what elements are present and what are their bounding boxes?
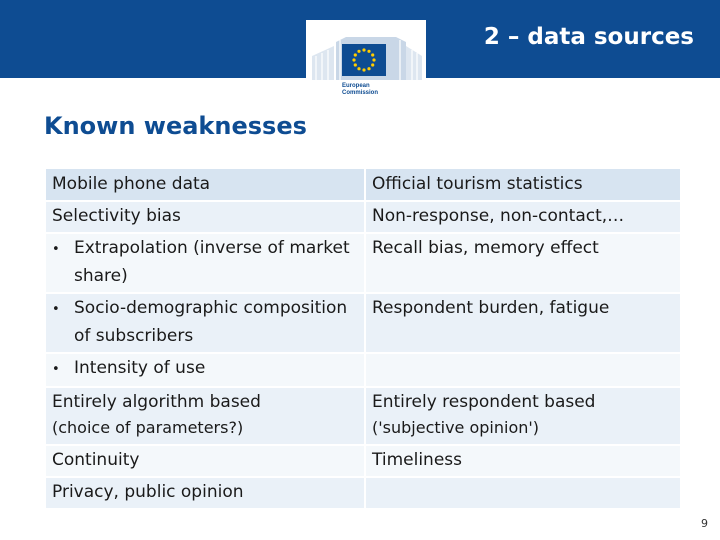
table-row	[46, 354, 680, 386]
table-row	[46, 202, 680, 232]
logo-text-commission: Commission	[342, 90, 379, 96]
cell-right: Respondent burden, fatigue	[366, 294, 680, 352]
cell-right: Recall bias, memory effect	[366, 234, 680, 292]
cell-main-text: Entirely respondent based	[372, 392, 596, 412]
section-title: Known weaknesses	[44, 112, 307, 140]
cell-right: Timeliness	[366, 446, 680, 476]
cell-right	[366, 388, 680, 444]
comparison-table	[44, 167, 682, 510]
bullet-text: Socio-demographic composition of subscribers	[74, 298, 348, 346]
cell-left: Continuity	[46, 446, 364, 476]
table-row	[46, 294, 680, 352]
cell-left	[46, 388, 364, 444]
cell-left: Selectivity bias	[46, 202, 364, 232]
cell-right	[366, 478, 680, 508]
commission-building-icon	[306, 20, 426, 100]
cell-right	[366, 354, 680, 386]
bullet-text: Extrapolation (inverse of market share)	[74, 238, 350, 286]
header-official-statistics: Official tourism statistics	[366, 169, 680, 200]
cell-right: Non-response, non-contact,…	[366, 202, 680, 232]
table-header-row	[46, 169, 680, 200]
cell-left	[46, 294, 364, 352]
logo-text-european: European	[342, 83, 370, 89]
cell-sub-text: (choice of parameters?)	[52, 418, 244, 437]
header-mobile-phone-data: Mobile phone data	[46, 169, 364, 200]
bullet-text: Intensity of use	[74, 358, 206, 378]
bullet-icon: •	[52, 302, 60, 317]
european-commission-logo	[306, 20, 426, 100]
bullet-icon: •	[52, 242, 60, 257]
table-row	[46, 446, 680, 476]
table-row	[46, 234, 680, 292]
cell-left	[46, 354, 364, 386]
table-row	[46, 478, 680, 508]
page-number: 9	[701, 517, 708, 530]
table-row	[46, 388, 680, 444]
cell-left: Privacy, public opinion	[46, 478, 364, 508]
slide-title: 2 – data sources	[483, 24, 694, 50]
cell-left	[46, 234, 364, 292]
cell-sub-text: ('subjective opinion')	[372, 418, 540, 437]
bullet-icon: •	[52, 362, 60, 377]
cell-main-text: Entirely algorithm based	[52, 392, 261, 412]
